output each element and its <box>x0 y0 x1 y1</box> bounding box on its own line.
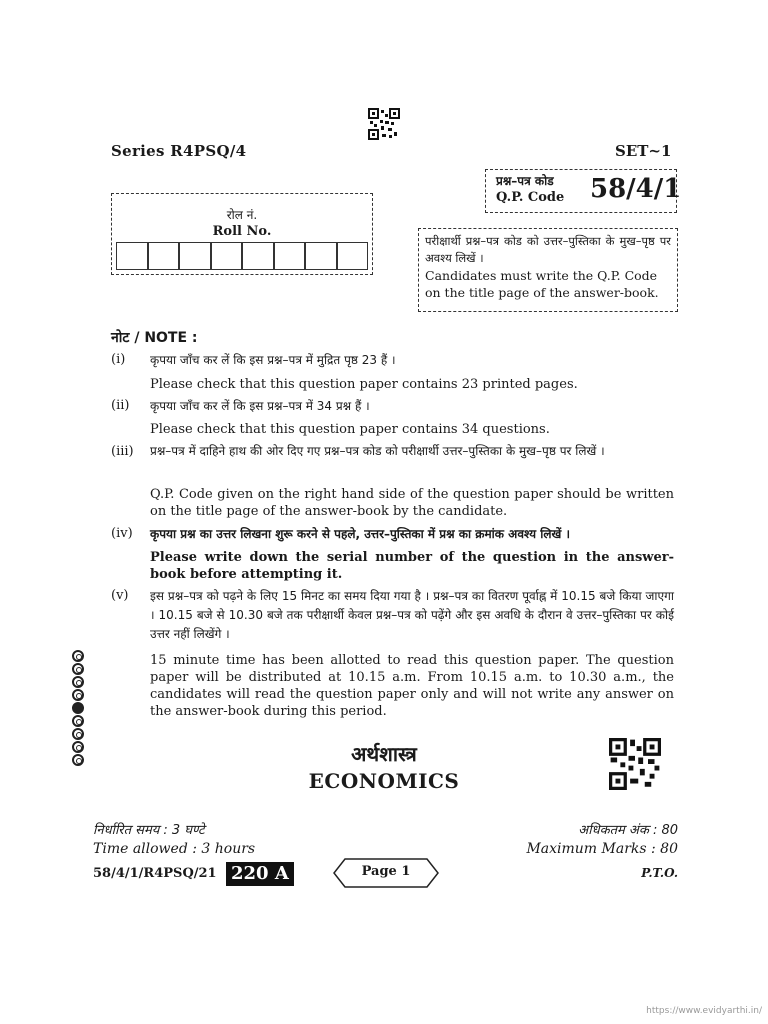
time-allowed-hindi: निर्धारित समय : 3 घण्टे <box>93 823 205 838</box>
circle-mark-icon <box>72 728 84 740</box>
watermark-url: https://www.evidyarthi.in/ <box>646 1006 762 1016</box>
qp-code-value: 58/4/1 <box>590 174 682 204</box>
roll-cell[interactable] <box>116 242 148 270</box>
candidate-instruction-hindi: परीक्षार्थी प्रश्न–पत्र कोड को उत्तर–पुस्तिका के मुख–पृष्ठ पर अवश्य लिखें । <box>425 234 671 265</box>
roll-number-box <box>111 193 373 275</box>
note-hindi: कृपया जाँच कर लें कि इस प्रश्न–पत्र में मुद्रित पृष्ठ 23 हैं । <box>150 353 396 367</box>
circle-mark-icon <box>72 676 84 688</box>
note-english: Please check that this question paper contains 23 printed pages. <box>150 377 578 392</box>
roll-cell[interactable] <box>211 242 243 270</box>
roll-label: Roll No. <box>212 224 272 239</box>
note-number: (ii) <box>111 398 130 413</box>
paper-code: 58/4/1/R4PSQ/21 <box>93 866 217 881</box>
roll-label-hindi: रोल नं. <box>226 208 258 222</box>
qp-code-label-hindi: प्रश्न–पत्र कोड <box>496 174 554 188</box>
filled-circle-mark-icon <box>72 702 84 714</box>
max-marks: Maximum Marks : 80 <box>526 841 678 857</box>
roll-cell[interactable] <box>148 242 180 270</box>
candidate-instruction-english: Candidates must write the Q.P. Code on the title page of the answer-book. <box>425 268 659 300</box>
page-number: Page 1 <box>361 864 411 879</box>
note-hindi: प्रश्न–पत्र में दाहिने हाथ की ओर दिए गए प्रश्न–पत्र कोड को परीक्षार्थी उत्तर–पुस्तिका के मुख–पृष्ठ पर लिखें । <box>150 444 605 458</box>
qp-code-label: Q.P. Code <box>496 190 565 205</box>
circle-mark-icon <box>72 650 84 662</box>
subject-title: ECONOMICS <box>308 769 460 793</box>
candidate-instruction-box <box>418 228 678 312</box>
circle-mark-icon <box>72 689 84 701</box>
circle-mark-icon <box>72 663 84 675</box>
note-number: (i) <box>111 352 126 367</box>
note-english: Please write down the serial number of the question in the answer-book before attempting it. <box>150 550 674 582</box>
note-english: 15 minute time has been allotted to read this question paper. The question paper will be distributed at 10.15 a.m. From 10.15 a.m. to 10.30 a.m., the candidates will read the question paper only and will not write any answer on the answer-book during this period. <box>150 653 674 719</box>
note-english: Q.P. Code given on the right hand side of the question paper should be written on the title page of the answer-book by the candidate. <box>150 487 674 519</box>
roll-cell[interactable] <box>274 242 306 270</box>
pto-label: P.T.O. <box>641 866 678 880</box>
note-english: Please check that this question paper contains 34 questions. <box>150 422 550 437</box>
roll-cell[interactable] <box>305 242 337 270</box>
roll-number-cells <box>116 242 368 270</box>
note-hindi: कृपया जाँच कर लें कि इस प्रश्न–पत्र में 34 प्रश्न हैं । <box>150 399 370 413</box>
note-hindi: इस प्रश्न–पत्र को पढ़ने के लिए 15 मिनट का समय दिया गया है । प्रश्न–पत्र का वितरण पूर्वाह्न में 10.15 बजे किया जाएगा । 10.15 बजे से 10.30 बजे तक परीक्षार्थी केवल प्रश्न–पत्र को पढ़ेंगे और इस अवधि के दौरान वे उत्तर–पुस्तिका पर कोई उत्तर नहीं लिखेंगे । <box>150 589 674 641</box>
set-label: SET~1 <box>615 142 672 160</box>
roll-cell[interactable] <box>179 242 211 270</box>
note-number: (iii) <box>111 444 134 459</box>
note-hindi: कृपया प्रश्न का उत्तर लिखना शुरू करने से पहले, उत्तर–पुस्तिका में प्रश्न का क्रमांक अवश्य लिखें । <box>150 527 571 541</box>
note-title: नोट / NOTE : <box>111 330 198 346</box>
note-number: (v) <box>111 588 129 603</box>
page-indicator <box>333 858 439 888</box>
circle-mark-icon <box>72 715 84 727</box>
subject-title-hindi: अर्थशास्त्र <box>351 742 417 766</box>
note-number: (iv) <box>111 526 133 541</box>
qp-code-box <box>485 169 682 213</box>
roll-cell[interactable] <box>337 242 369 270</box>
max-marks-hindi: अधिकतम अंक : 80 <box>578 823 678 838</box>
time-allowed: Time allowed : 3 hours <box>93 841 256 857</box>
roll-cell[interactable] <box>242 242 274 270</box>
series-label: Series R4PSQ/4 <box>111 142 247 160</box>
qr-code-icon <box>368 108 400 140</box>
code-badge: 220 A <box>226 862 294 886</box>
